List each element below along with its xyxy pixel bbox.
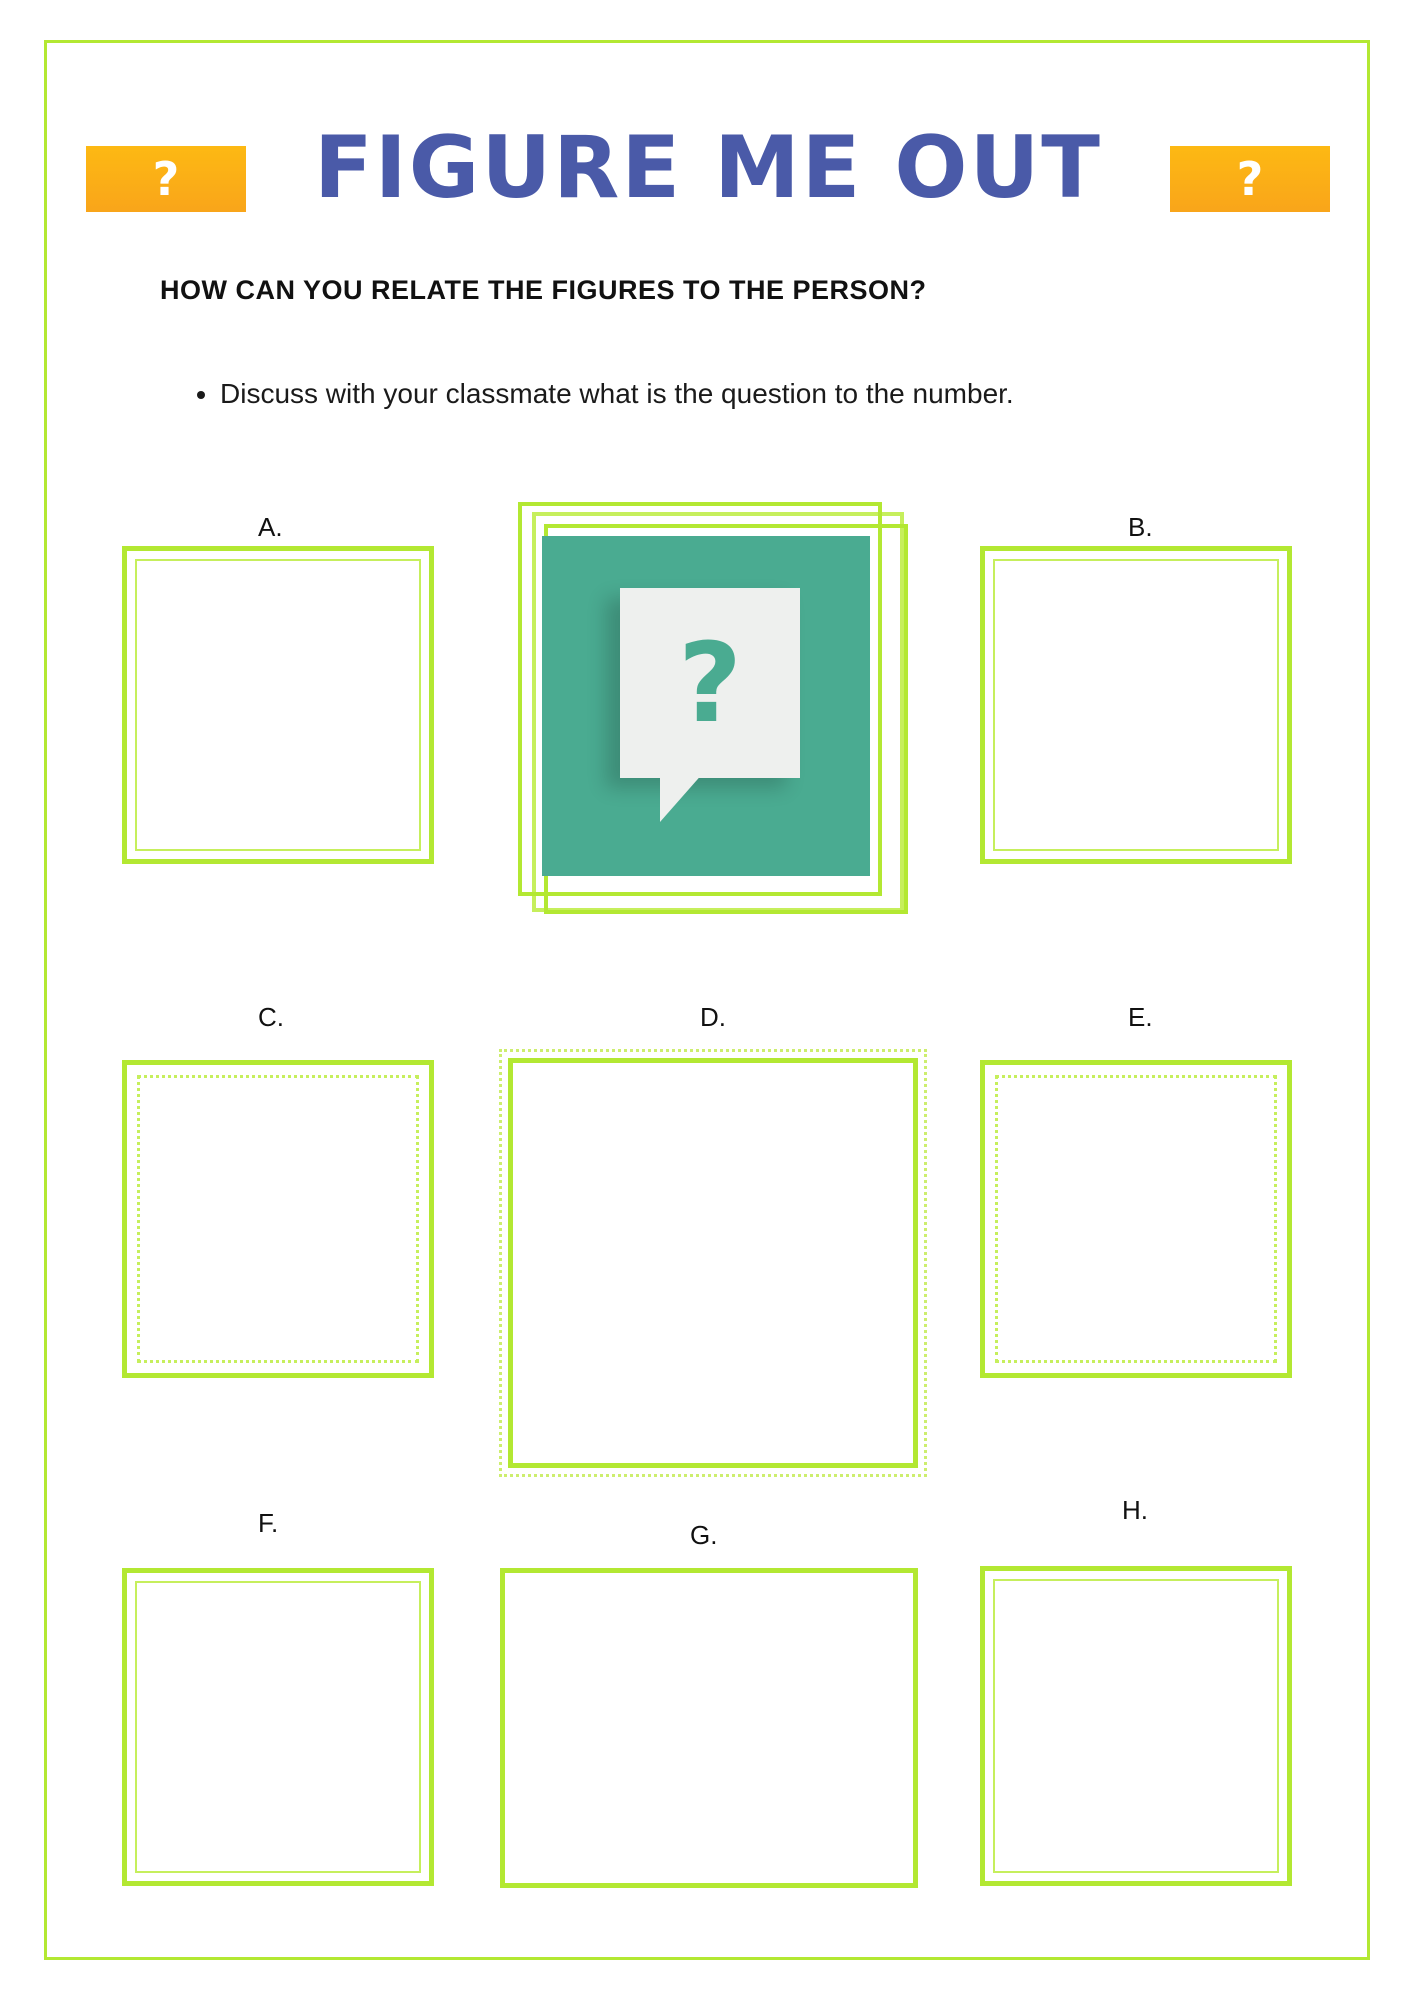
question-mark-icon: ? bbox=[152, 152, 180, 206]
answer-box-f[interactable] bbox=[122, 1568, 434, 1886]
box-label-g: G. bbox=[690, 1520, 718, 1550]
question-mark-icon: ? bbox=[1236, 152, 1264, 206]
box-label-h: H. bbox=[1122, 1495, 1148, 1525]
box-label-e: E. bbox=[1128, 1002, 1153, 1032]
answer-box-e[interactable] bbox=[980, 1060, 1292, 1378]
box-label-a: A. bbox=[258, 512, 283, 542]
speech-bubble-tail bbox=[660, 772, 704, 822]
answer-box-g[interactable] bbox=[500, 1568, 918, 1888]
title-row bbox=[80, 118, 1336, 218]
answer-box-h[interactable] bbox=[980, 1566, 1292, 1886]
answer-box-a[interactable] bbox=[122, 546, 434, 864]
answer-box-c[interactable] bbox=[122, 1060, 434, 1378]
list-item: • Discuss with your classmate what is the question to the number. bbox=[220, 374, 1280, 415]
box-label-c: C. bbox=[258, 1002, 284, 1032]
answer-box-b[interactable] bbox=[980, 546, 1292, 864]
prompt-heading: HOW CAN YOU RELATE THE FIGURES TO THE PERSON? bbox=[160, 275, 927, 305]
question-mark-speech-bubble-photo bbox=[542, 536, 870, 876]
page-title: FIGURE ME OUT bbox=[314, 118, 1102, 218]
box-label-d: D. bbox=[700, 1002, 726, 1032]
answer-box-d[interactable] bbox=[508, 1058, 918, 1468]
box-label-f: F. bbox=[258, 1508, 279, 1538]
box-label-b: B. bbox=[1128, 512, 1153, 542]
center-photo-frame bbox=[518, 502, 918, 932]
instruction-list bbox=[190, 374, 1280, 415]
question-mark-icon: ? bbox=[678, 619, 742, 747]
